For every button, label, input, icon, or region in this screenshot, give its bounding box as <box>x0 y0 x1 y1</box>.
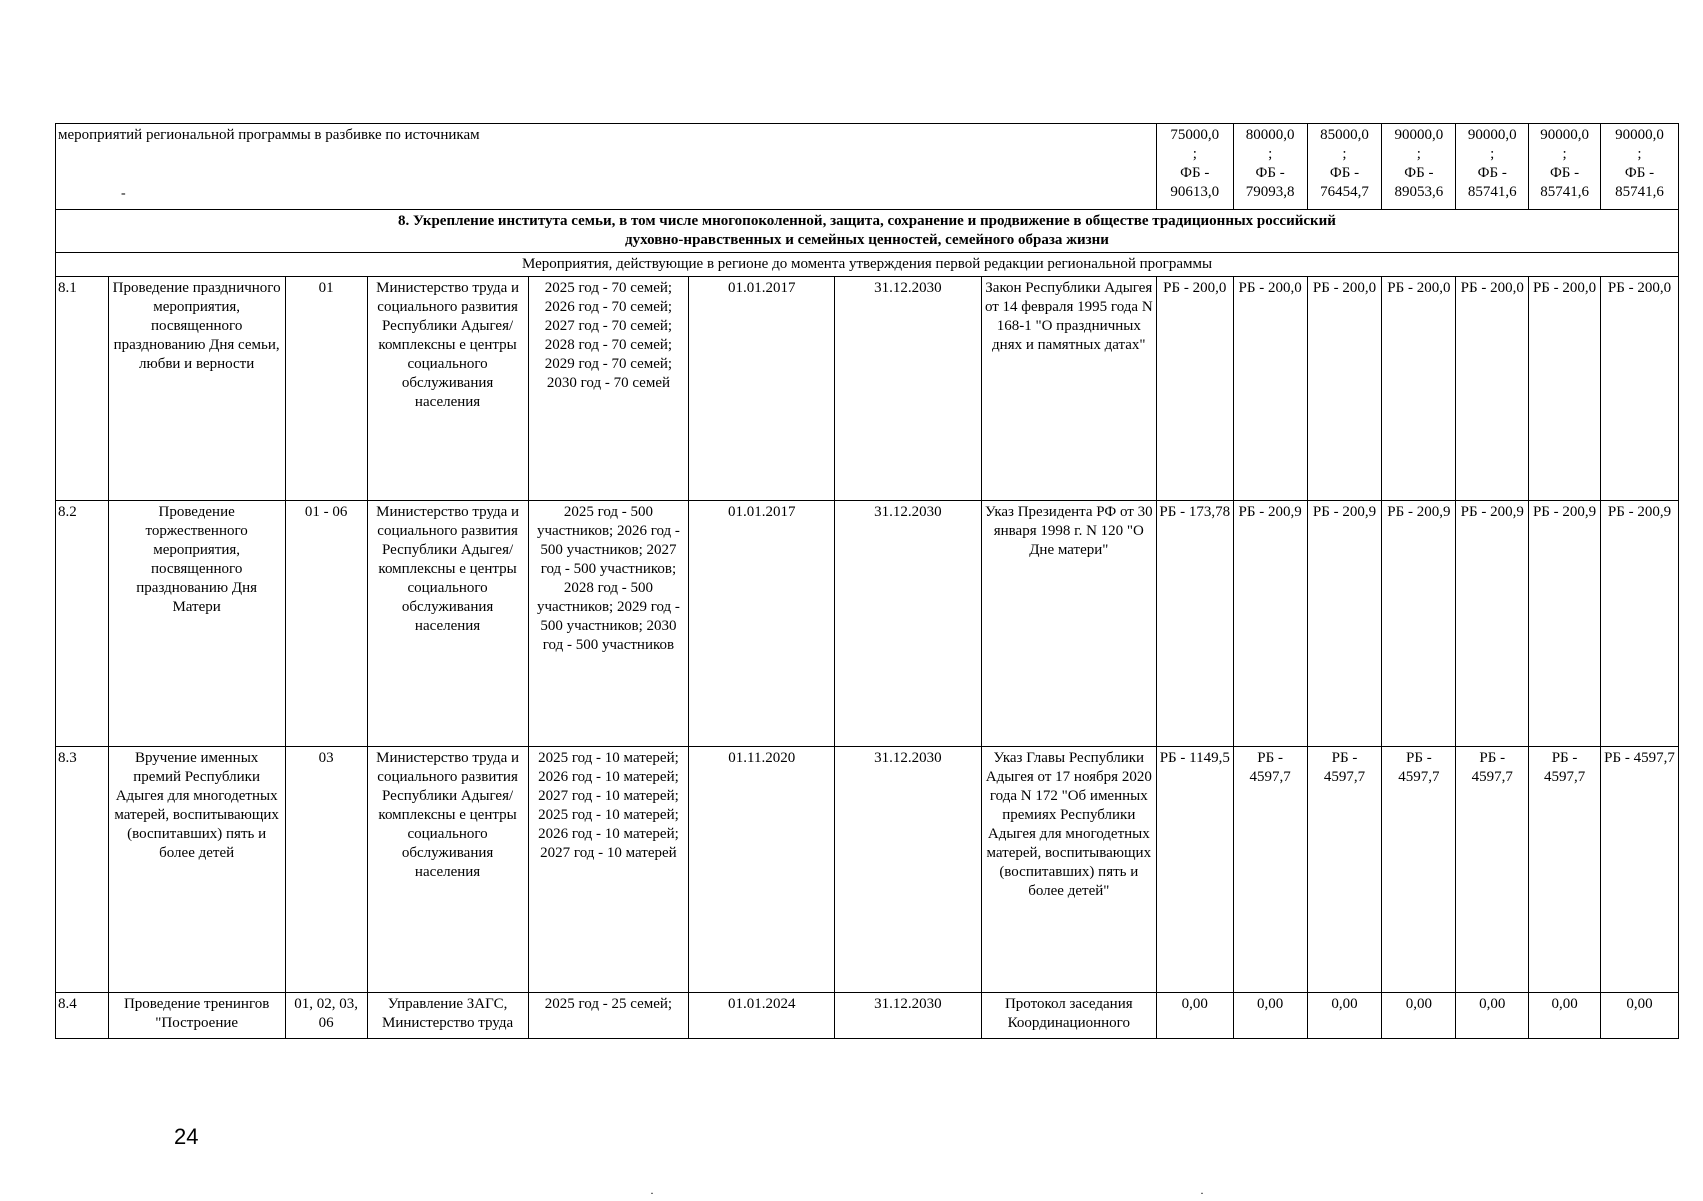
finance-cell: 0,00 <box>1456 993 1529 1039</box>
finance-cell: РБ - 200,0 <box>1382 277 1456 501</box>
start-date: 01.01.2024 <box>689 993 835 1039</box>
legal-basis: Закон Республики Адыгея от 14 февраля 1995 года N 168-1 "О праздничных днях и памятных датах" <box>981 277 1156 501</box>
summary-value-cell: 90000,0 ; ФБ - 85741,6 <box>1456 124 1529 210</box>
subsection-heading: Мероприятия, действующие в регионе до момента утверждения первой редакции региональной программы <box>56 253 1679 277</box>
finance-cell: 0,00 <box>1307 993 1382 1039</box>
summary-value-cell: 90000,0 ; ФБ - 89053,6 <box>1382 124 1456 210</box>
indicators: 2025 год - 500 участников; 2026 год - 500 участников; 2027 год - 500 участников; 2028 год - 500 участников; 2029 год - 500 участников; 2030 год - 500 участников <box>528 501 689 747</box>
finance-cell: 0,00 <box>1233 993 1307 1039</box>
summary-value-cell: 90000,0 ; ФБ - 85741,6 <box>1600 124 1678 210</box>
program-table <box>55 123 1679 1039</box>
start-date: 01.01.2017 <box>689 501 835 747</box>
finance-cell: РБ - 4597,7 <box>1529 747 1601 993</box>
table-row <box>56 501 1679 747</box>
executor: Управление ЗАГС, Министерство труда <box>367 993 528 1039</box>
event-code: 01 - 06 <box>285 501 367 747</box>
page-number: 24 <box>174 1124 199 1149</box>
finance-cell: РБ - 200,9 <box>1307 501 1382 747</box>
end-date: 31.12.2030 <box>835 993 982 1039</box>
summary-dash: - <box>121 186 126 201</box>
executor: Министерство труда и социального развития Республики Адыгея/комплексны е центры социального обслуживания населения <box>367 747 528 993</box>
event-code: 03 <box>285 747 367 993</box>
end-date: 31.12.2030 <box>835 501 982 747</box>
subsection-row <box>56 253 1679 277</box>
start-date: 01.11.2020 <box>689 747 835 993</box>
event-code: 01 <box>285 277 367 501</box>
scan-speck: · <box>650 1186 654 1200</box>
section-heading: 8. Укрепление института семьи, в том числе многопоколенной, защита, сохранение и продвижение в обществе традиционных российский духовно-нравственных и семейных ценностей, семейного образа жизни <box>56 210 1679 253</box>
indicators: 2025 год - 70 семей; 2026 год - 70 семей; 2027 год - 70 семей; 2028 год - 70 семей; 2029 год - 70 семей; 2030 год - 70 семей <box>528 277 689 501</box>
row-number: 8.1 <box>56 277 109 501</box>
finance-cell: РБ - 1149,5 <box>1156 747 1233 993</box>
event-code: 01, 02, 03, 06 <box>285 993 367 1039</box>
end-date: 31.12.2030 <box>835 747 982 993</box>
indicators: 2025 год - 25 семей; <box>528 993 689 1039</box>
finance-cell: РБ - 200,0 <box>1529 277 1601 501</box>
legal-basis: Указ Главы Республики Адыгея от 17 ноября 2020 года N 172 "Об именных премиях Республики Адыгея для многодетных матерей, воспитывающих (воспитавших) пять и более детей" <box>981 747 1156 993</box>
finance-cell: РБ - 200,0 <box>1156 277 1233 501</box>
finance-cell: РБ - 200,0 <box>1233 277 1307 501</box>
finance-cell: РБ - 200,0 <box>1456 277 1529 501</box>
event-name: Проведение тренингов "Построение <box>108 993 285 1039</box>
summary-value-cell: 80000,0 ; ФБ - 79093,8 <box>1233 124 1307 210</box>
summary-row <box>56 124 1679 210</box>
finance-cell: РБ - 200,9 <box>1529 501 1601 747</box>
finance-cell: РБ - 173,78 <box>1156 501 1233 747</box>
finance-cell: РБ - 200,9 <box>1382 501 1456 747</box>
finance-cell: 0,00 <box>1600 993 1678 1039</box>
finance-cell: РБ - 200,0 <box>1307 277 1382 501</box>
summary-label-cell <box>56 124 1157 210</box>
table-row <box>56 993 1679 1039</box>
executor: Министерство труда и социального развития Республики Адыгея/комплексны е центры социального обслуживания населения <box>367 501 528 747</box>
finance-cell: РБ - 200,9 <box>1233 501 1307 747</box>
finance-cell: 0,00 <box>1529 993 1601 1039</box>
event-name: Проведение праздничного мероприятия, посвященного празднованию Дня семьи, любви и верности <box>108 277 285 501</box>
start-date: 01.01.2017 <box>689 277 835 501</box>
event-name: Вручение именных премий Республики Адыгея для многодетных матерей, воспитывающих (воспитавших) пять и более детей <box>108 747 285 993</box>
row-number: 8.2 <box>56 501 109 747</box>
event-name: Проведение торжественного мероприятия, посвященного празднованию Дня Матери <box>108 501 285 747</box>
summary-label: мероприятий региональной программы в разбивке по источникам <box>58 127 480 143</box>
row-number: 8.4 <box>56 993 109 1039</box>
table-row <box>56 747 1679 993</box>
summary-value-cell: 75000,0 ; ФБ - 90613,0 <box>1156 124 1233 210</box>
summary-value-cell: 90000,0 ; ФБ - 85741,6 <box>1529 124 1601 210</box>
end-date: 31.12.2030 <box>835 277 982 501</box>
finance-cell: 0,00 <box>1382 993 1456 1039</box>
finance-cell: РБ - 200,9 <box>1456 501 1529 747</box>
legal-basis: Протокол заседания Координационного <box>981 993 1156 1039</box>
finance-cell: РБ - 4597,7 <box>1233 747 1307 993</box>
row-number: 8.3 <box>56 747 109 993</box>
finance-cell: РБ - 200,9 <box>1600 501 1678 747</box>
summary-value-cell: 85000,0 ; ФБ - 76454,7 <box>1307 124 1382 210</box>
legal-basis: Указ Президента РФ от 30 января 1998 г. N 120 "О Дне матери" <box>981 501 1156 747</box>
indicators: 2025 год - 10 матерей; 2026 год - 10 матерей; 2027 год - 10 матерей; 2025 год - 10 матерей; 2026 год - 10 матерей; 2027 год - 10 матерей <box>528 747 689 993</box>
section-row <box>56 210 1679 253</box>
executor: Министерство труда и социального развития Республики Адыгея/комплексны е центры социального обслуживания населения <box>367 277 528 501</box>
finance-cell: РБ - 4597,7 <box>1456 747 1529 993</box>
finance-cell: РБ - 4597,7 <box>1600 747 1678 993</box>
finance-cell: 0,00 <box>1156 993 1233 1039</box>
finance-cell: РБ - 200,0 <box>1600 277 1678 501</box>
scan-speck: · <box>1200 1186 1204 1200</box>
finance-cell: РБ - 4597,7 <box>1307 747 1382 993</box>
finance-cell: РБ - 4597,7 <box>1382 747 1456 993</box>
table-row <box>56 277 1679 501</box>
